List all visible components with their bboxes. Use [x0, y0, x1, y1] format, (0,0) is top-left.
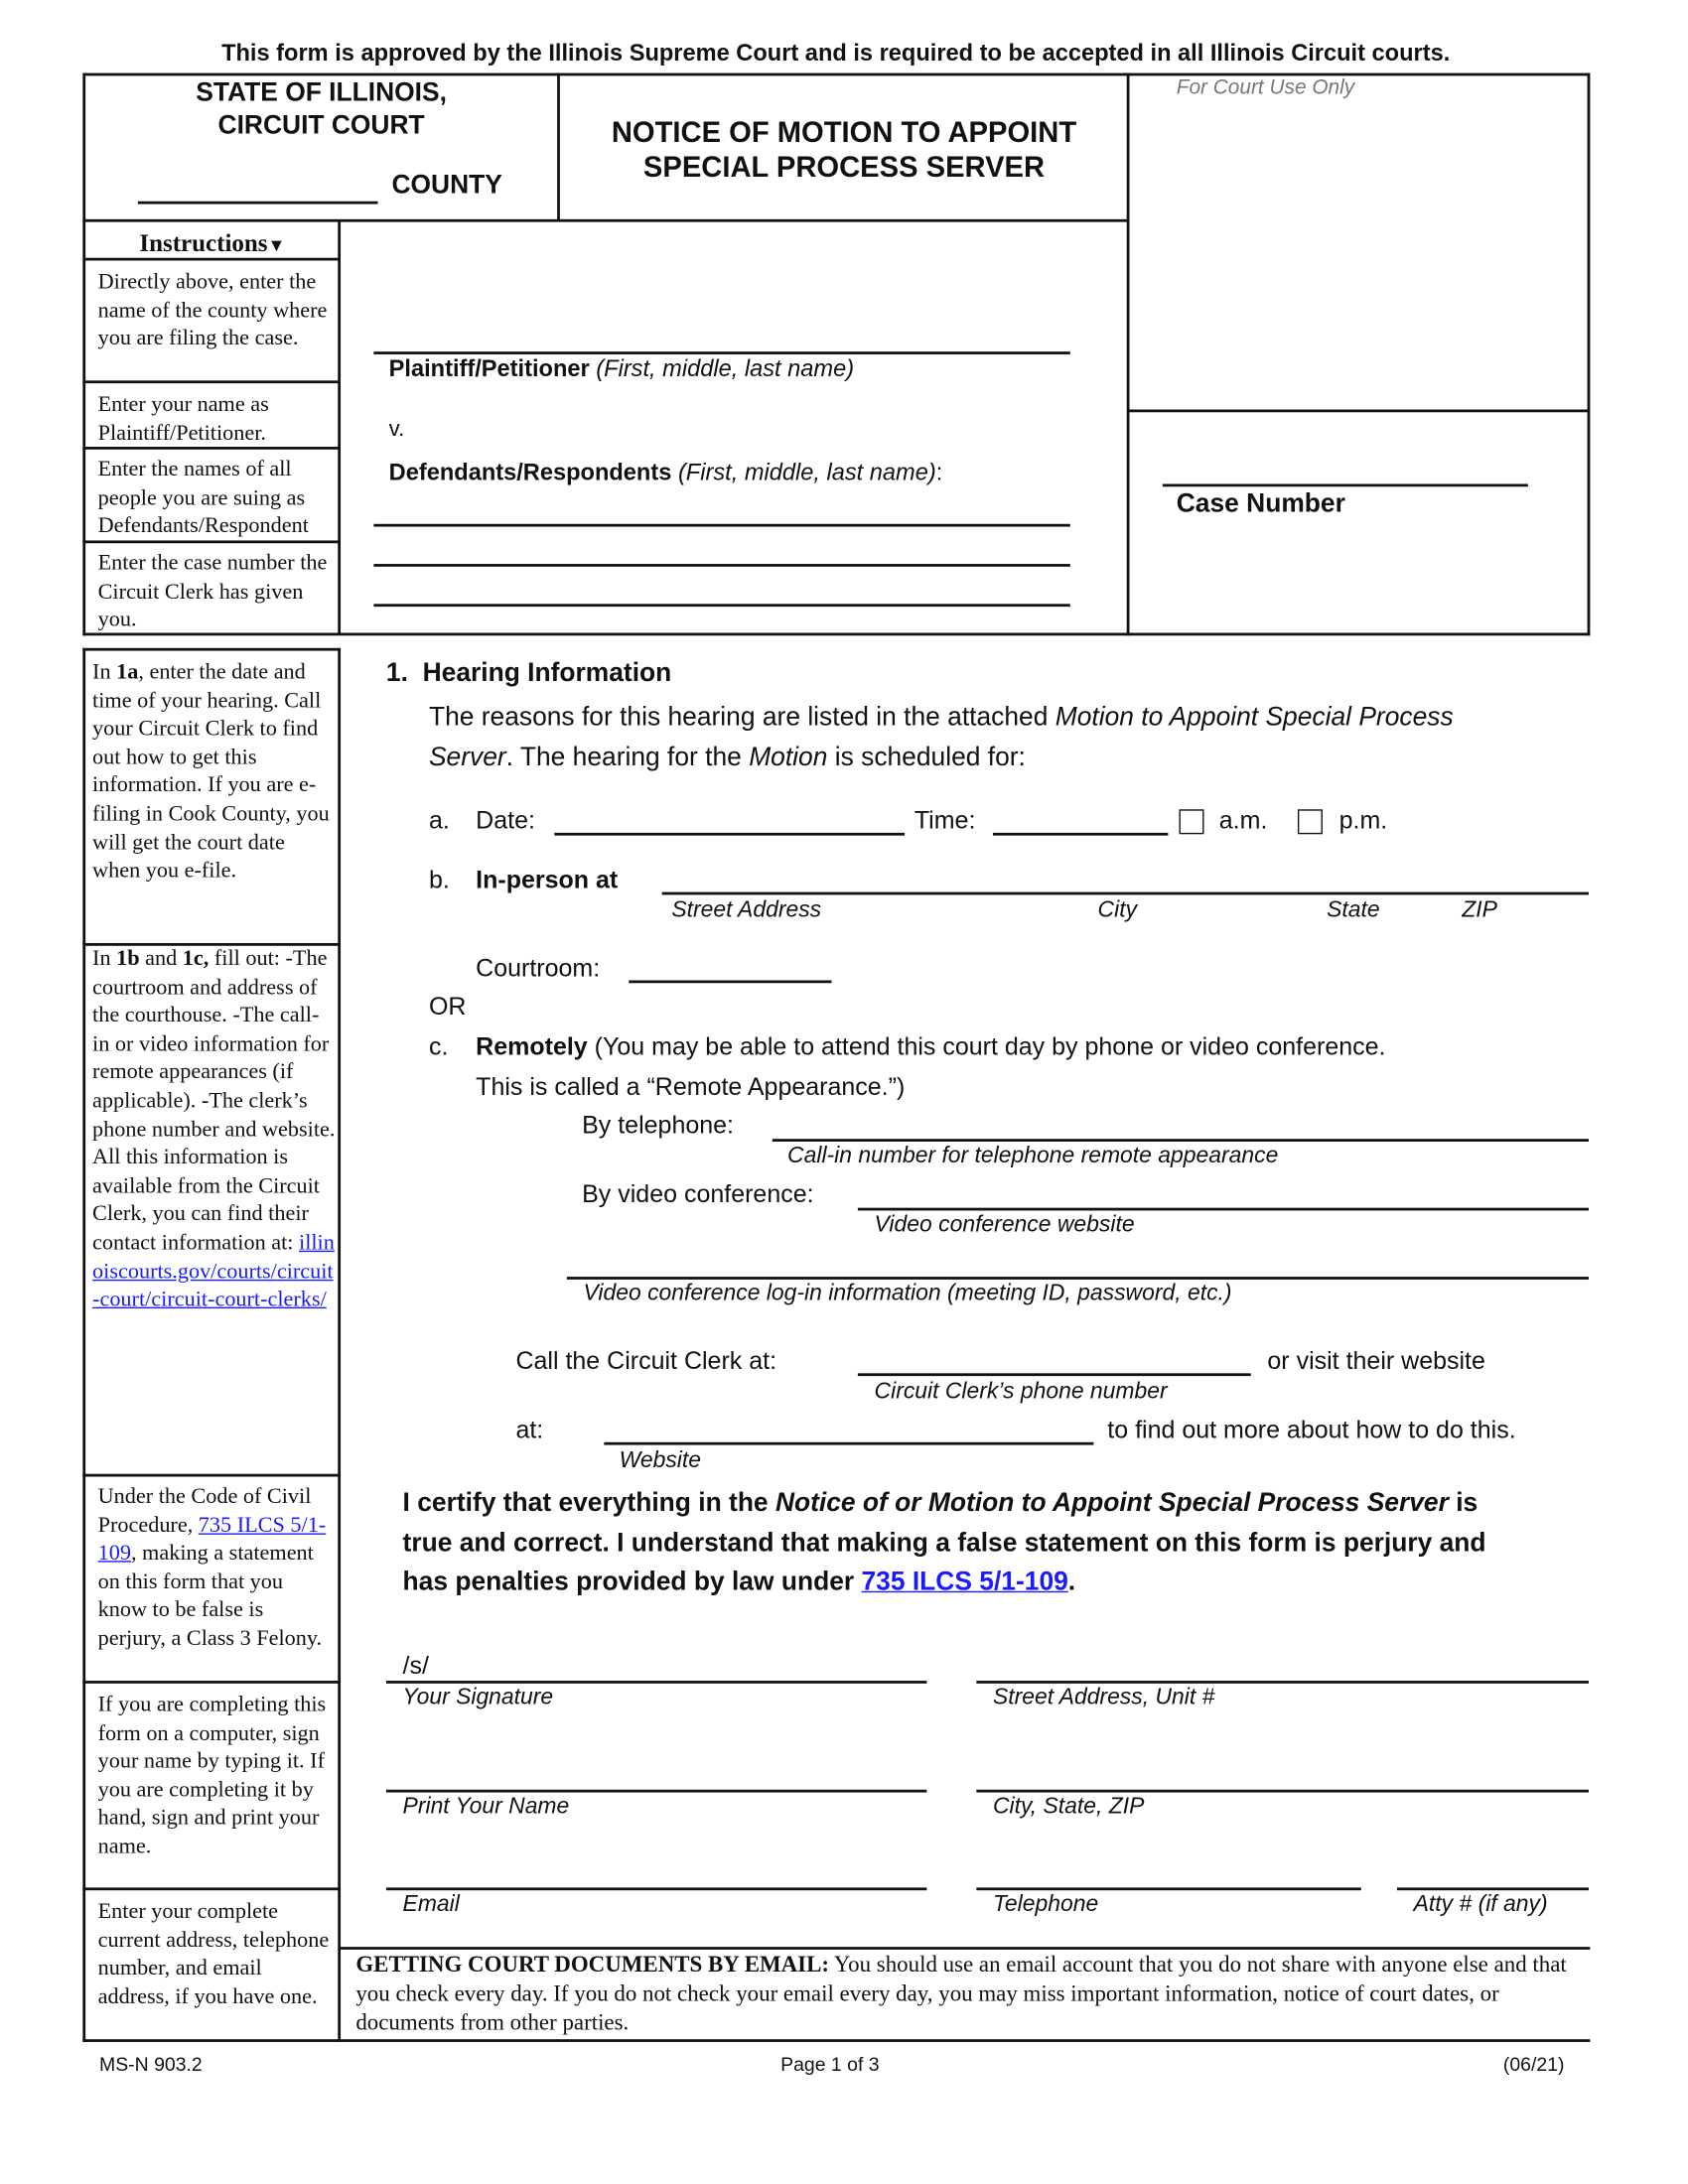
street-address-hint: Street Address — [671, 897, 822, 923]
versus-label: v. — [388, 417, 405, 442]
atty-input-line[interactable] — [1397, 1887, 1589, 1889]
signature-input-line[interactable] — [386, 1681, 926, 1684]
city-hint: City — [1097, 897, 1138, 923]
clerk-phone-hint: Circuit Clerk’s phone number — [874, 1378, 1168, 1404]
plaintiff-label: Plaintiff/Petitioner (First, middle, last name) — [388, 355, 855, 382]
telephone-input-line-sig[interactable] — [976, 1887, 1361, 1889]
pm-checkbox[interactable] — [1298, 809, 1323, 834]
court-use-label: For Court Use Only — [1176, 75, 1355, 100]
zip-hint: ZIP — [1462, 897, 1497, 923]
signature-prefix: /s/ — [402, 1651, 429, 1680]
state-hint: State — [1327, 897, 1380, 923]
divider — [82, 73, 1590, 76]
item-b-label: b. — [428, 866, 450, 894]
instruction-1a: In 1a, enter the date and time of your hearing. Call your Circuit Clerk to find out how to get this information. If you are e-filing in Cook County, you will get the court date when you e-file. — [92, 660, 330, 884]
court-address-input-line[interactable] — [662, 892, 1589, 895]
atty-hint: Atty # (if any) — [1413, 1891, 1548, 1917]
divider — [82, 219, 1128, 222]
county-input-line[interactable] — [138, 202, 378, 204]
plaintiff-input-line[interactable] — [373, 351, 1069, 353]
print-name-hint: Print Your Name — [402, 1793, 570, 1819]
or-label: OR — [428, 993, 467, 1021]
video-login-input-line[interactable] — [567, 1277, 1589, 1280]
divider — [82, 380, 339, 383]
remotely-text: Remotely (You may be able to attend this court day by phone or video conference. — [476, 1032, 1386, 1061]
form-id: MS-N 903.2 — [99, 2053, 203, 2076]
approval-notice: This form is approved by the Illinois Supreme Court and is required to be accepted in all Illinois Circuit courts. — [221, 40, 1451, 67]
by-video-label: By video conference: — [582, 1179, 814, 1208]
item-c-label: c. — [428, 1032, 449, 1061]
hearing-heading: 1. Hearing Information — [385, 658, 672, 689]
by-telephone-label: By telephone: — [582, 1111, 735, 1140]
divider — [338, 648, 341, 2042]
email-notice: GETTING COURT DOCUMENTS BY EMAIL: You should use an email account that you do not share with anyone else and that you check every day. If you do not check your email every day, you may miss important information, notice of court dates, or documents from other parties. — [355, 1951, 1567, 2036]
hearing-reason-text: The reasons for this hearing are listed in the attached Motion to Appoint Special Process Server. The hearing for the Motion is scheduled for: — [428, 703, 1454, 772]
email-hint: Email — [402, 1891, 460, 1917]
divider — [82, 648, 341, 651]
instruction-1b-1c: In 1b and 1c, fill out: -The courtroom and address of the courthouse. -The call-in or video information for remote appearances (if applicable). -The clerk’s phone number and website. All this information is available from the Circuit Clerk, you can find their contact information at: illinoiscourts.gov/courts/circuit-court/circuit-court-clerks/ — [92, 947, 336, 1312]
instructions-heading: Instructions▼ — [139, 228, 286, 257]
instruction-defendants: Enter the names of all people you are suing as Defendants/Respondent — [97, 458, 309, 538]
divider — [82, 1887, 341, 1890]
county-label: COUNTY — [391, 171, 502, 201]
print-name-input-line[interactable] — [386, 1790, 926, 1792]
ilcs-certify-link[interactable]: 735 ILCS 5/1-109 — [861, 1568, 1068, 1597]
telephone-hint-sig: Telephone — [993, 1891, 1099, 1917]
defendants-label: Defendants/Respondents (First, middle, last name): — [388, 459, 943, 485]
case-number-input-line[interactable] — [1163, 484, 1528, 486]
clerk-website-input-line[interactable] — [604, 1442, 1093, 1445]
remote-appearance-text: This is called a “Remote Appearance.”) — [476, 1072, 906, 1101]
instruction-plaintiff: Enter your name as Plaintiff/Petitioner. — [97, 392, 269, 446]
defendant-input-line-3[interactable] — [373, 604, 1069, 607]
circuit-clerks-link[interactable]: illinoiscourts.gov/courts/circuit-court/circuit-court-clerks/ — [92, 1231, 335, 1312]
am-label: a.m. — [1218, 806, 1268, 835]
find-out-label: to find out more about how to do this. — [1107, 1416, 1516, 1444]
telephone-input-line[interactable] — [773, 1139, 1589, 1142]
in-person-label: In-person at — [476, 866, 619, 894]
video-website-input-line[interactable] — [858, 1208, 1589, 1211]
ilcs-link[interactable]: 735 ILCS 5/1-109 — [97, 1513, 327, 1566]
divider — [82, 1474, 341, 1477]
or-visit-label: or visit their website — [1267, 1346, 1485, 1375]
pm-label: p.m. — [1338, 806, 1388, 835]
city-state-zip-input-line[interactable] — [976, 1790, 1589, 1792]
item-a-label: a. — [428, 806, 450, 835]
call-clerk-label: Call the Circuit Clerk at: — [515, 1346, 777, 1375]
instruction-perjury: Under the Code of Civil Procedure, 735 ILCS 5/1-109, making a statement on this form that you know to be false is perjury, a Class 3 Felony. — [97, 1484, 327, 1651]
courtroom-input-line[interactable] — [629, 981, 831, 984]
divider — [1128, 410, 1589, 412]
time-label: Time: — [914, 806, 976, 835]
signature-hint: Your Signature — [402, 1685, 554, 1710]
clerk-phone-input-line[interactable] — [858, 1373, 1251, 1376]
divider — [82, 2039, 1590, 2042]
divider — [338, 220, 341, 634]
page-number: Page 1 of 3 — [780, 2053, 880, 2076]
time-input-line[interactable] — [993, 833, 1168, 836]
instruction-case-number: Enter the case number the Circuit Clerk has given you. — [97, 551, 328, 632]
divider — [82, 1681, 341, 1684]
at-label: at: — [515, 1416, 544, 1444]
form-title: NOTICE OF MOTION TO APPOINT SPECIAL PROCESS SERVER — [611, 117, 1077, 184]
caret-down-icon: ▼ — [267, 234, 286, 255]
website-hint: Website — [619, 1447, 701, 1473]
divider — [1588, 73, 1591, 636]
certification-text: I certify that everything in the Notice of or Motion to Appoint Special Process Server is true and correct. I understand that making a false statement on this form is perjury and has penalties provided by law under 735 ILCS 5/1-109. — [402, 1489, 1486, 1597]
courtroom-label: Courtroom: — [476, 954, 601, 982]
am-checkbox[interactable] — [1180, 809, 1204, 834]
state-label: STATE OF ILLINOIS, CIRCUIT COURT — [196, 78, 447, 141]
date-input-line[interactable] — [554, 833, 905, 836]
date-label: Date: — [476, 806, 535, 835]
email-input-line[interactable] — [386, 1887, 926, 1889]
telephone-hint: Call-in number for telephone remote appearance — [787, 1143, 1279, 1168]
case-number-label: Case Number — [1176, 489, 1345, 519]
street-unit-hint: Street Address, Unit # — [993, 1685, 1215, 1710]
defendant-input-line-1[interactable] — [373, 524, 1069, 527]
instruction-address: Enter your complete current address, telephone number, and email address, if you have one. — [97, 1899, 330, 2009]
street-input-line[interactable] — [976, 1681, 1589, 1684]
divider — [340, 1947, 1591, 1949]
instruction-county: Directly above, enter the name of the county where you are filing the case. — [97, 270, 328, 351]
defendant-input-line-2[interactable] — [373, 564, 1069, 567]
video-login-hint: Video conference log-in information (meeting ID, password, etc.) — [583, 1281, 1232, 1306]
instruction-signature: If you are completing this form on a computer, sign your name by typing it. If you are completing it by hand, sign and print your name. — [97, 1693, 327, 1859]
city-state-zip-hint: City, State, ZIP — [993, 1793, 1145, 1819]
form-version: (06/21) — [1502, 2053, 1565, 2076]
video-website-hint: Video conference website — [874, 1211, 1135, 1237]
